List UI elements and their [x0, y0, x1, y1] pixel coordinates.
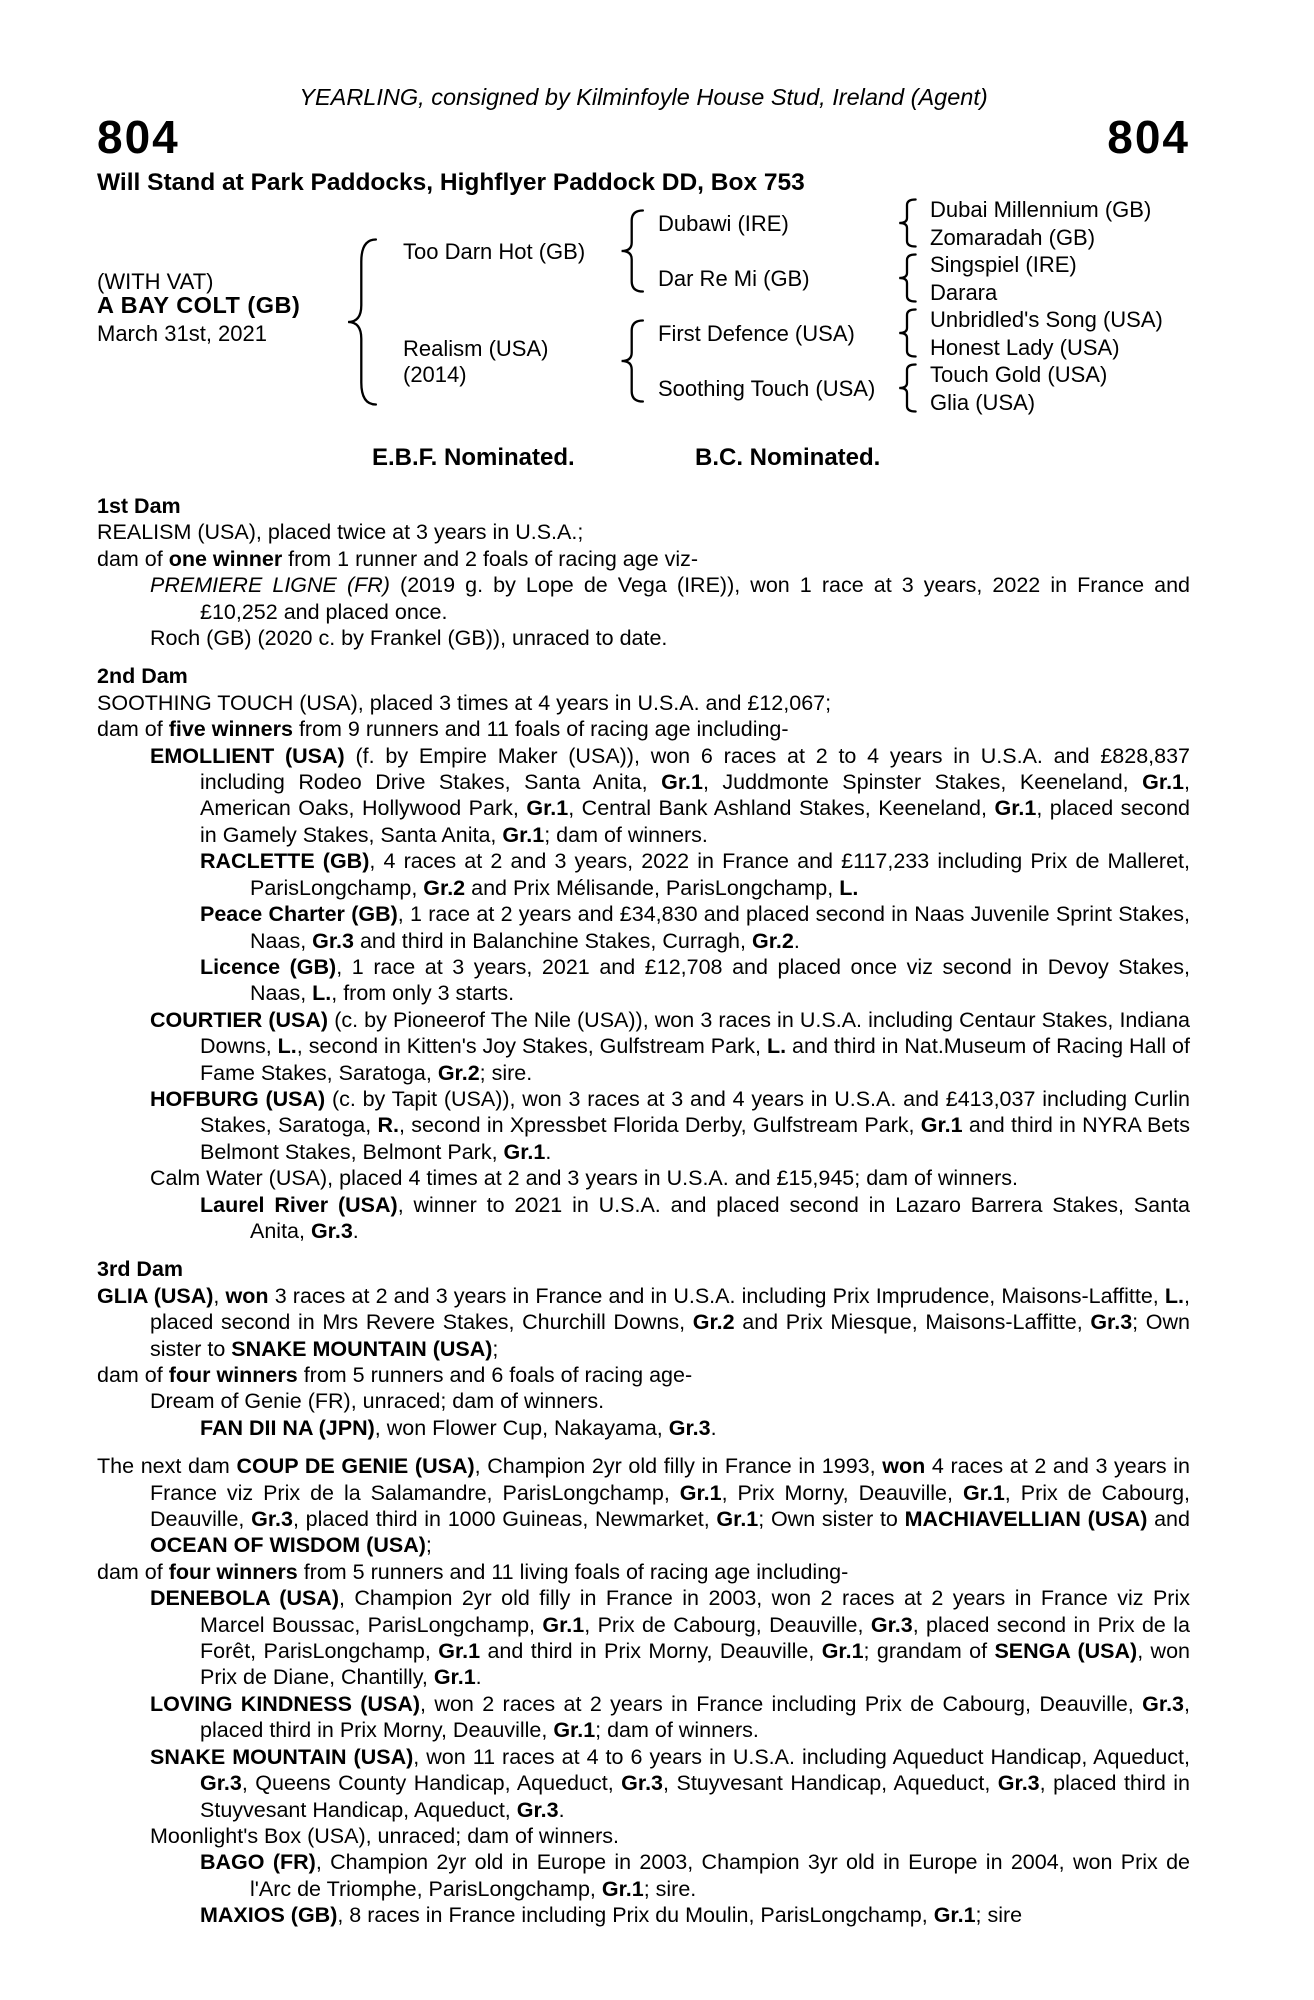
emphasized-name-or-grade: Gr.1 — [503, 1139, 546, 1164]
record-text: , Stuyvesant Handicap, Aqueduct, — [663, 1771, 998, 1796]
produce-record — [150, 1823, 1190, 1849]
produce-record — [150, 1388, 1190, 1414]
emphasized-name-or-grade: Gr.1 — [542, 1612, 585, 1637]
emphasized-name-or-grade: DENEBOLA (USA) — [150, 1586, 339, 1611]
emphasized-name-or-grade: L. — [312, 981, 332, 1006]
emphasized-name-or-grade: Gr.1 — [821, 1639, 864, 1664]
record-text: from 5 runners and 11 living foals of racing age including- — [297, 1559, 849, 1584]
produce-record — [150, 1165, 1190, 1191]
emphasized-name-or-grade: MACHIAVELLIAN (USA) — [904, 1507, 1148, 1532]
record-text: , 1 race at 3 years, 2021 and £12,708 and placed once viz second in Devoy Stakes, Naas, — [250, 954, 1190, 1006]
sire-sire-dam-name: Zomaradah (GB) — [930, 225, 1096, 250]
emphasized-name-or-grade: OCEAN OF WISDOM (USA) — [150, 1533, 426, 1558]
record-text: (2019 g. by Lope de Vega (IRE)), won 1 race at 3 years, 2022 in France and £10,252 and placed once. — [200, 573, 1191, 624]
emphasized-name-or-grade: FAN DII NA (JPN) — [200, 1415, 375, 1440]
dam-dam-name: Soothing Touch (USA) — [658, 376, 876, 401]
emphasized-name-or-grade: four winners — [168, 1363, 298, 1387]
ebf-nomination: E.B.F. Nominated. — [372, 444, 575, 471]
produce-record — [97, 546, 1190, 572]
record-text: , — [213, 1283, 226, 1308]
produce-record — [97, 1559, 1190, 1585]
emphasized-name-or-grade: EMOLLIENT (USA) — [150, 743, 345, 768]
record-text: , placed second in Mrs Revere Stakes, Churchill Downs, — [150, 1283, 1191, 1335]
pedigree-brace — [898, 253, 918, 308]
emphasized-name-or-grade: Gr.3 — [1142, 1691, 1185, 1716]
emphasized-name-or-grade: Gr.1 — [716, 1507, 759, 1532]
dam-sire-name: First Defence (USA) — [658, 321, 855, 346]
emphasized-name-or-grade: Gr.3 — [621, 1771, 664, 1796]
record-text: , won Flower Cup, Nakayama, — [374, 1415, 669, 1440]
record-text: The next dam — [97, 1454, 237, 1479]
emphasized-name-or-grade: BAGO (FR) — [200, 1850, 316, 1875]
sire-dam-dam-name: Darara — [930, 280, 998, 305]
lot-number-left: 804 — [97, 111, 180, 163]
record-text: , second in Xpressbet Florida Derby, Gulfstream Park, — [398, 1113, 921, 1138]
produce-record — [200, 1849, 1191, 1902]
record-text: and third in Nat.Museum of Racing Hall of Fame Stakes, Saratoga, — [200, 1034, 1190, 1085]
pedigree-brace — [898, 198, 918, 253]
emphasized-name-or-grade: MAXIOS (GB) — [200, 1903, 338, 1928]
dam-dam-dam-name: Glia (USA) — [930, 390, 1036, 415]
emphasized-name-or-grade: Gr.1 — [502, 822, 545, 847]
animal-description: A BAY COLT (GB) — [97, 292, 301, 318]
produce-record — [97, 1362, 1190, 1388]
record-text: and third in Balanchine Stakes, Curragh, — [353, 928, 752, 953]
emphasized-name-or-grade: Gr.1 — [661, 770, 703, 795]
emphasized-name-or-grade: Gr.3 — [516, 1797, 559, 1822]
emphasized-name-or-grade: L. — [766, 1034, 787, 1059]
record-text: Dream of Genie (FR), unraced; dam of winners. — [150, 1389, 605, 1414]
record-text: Roch (GB) (2020 c. by Frankel (GB)), unraced to date. — [150, 626, 668, 651]
record-text: . — [475, 1665, 482, 1690]
emphasized-name-or-grade: COURTIER (USA) — [150, 1007, 329, 1032]
emphasized-name-or-grade: LOVING KINDNESS (USA) — [150, 1691, 421, 1716]
record-text: . — [545, 1139, 552, 1164]
emphasized-name-or-grade: Gr.2 — [751, 928, 794, 953]
emphasized-name-or-grade: Gr.1 — [933, 1903, 976, 1928]
italic-name: PREMIERE LIGNE (FR) — [150, 573, 390, 598]
emphasized-name-or-grade: Gr.3 — [251, 1507, 293, 1532]
record-text: , 8 races in France including Prix du Moulin, ParisLongchamp, — [337, 1903, 934, 1928]
produce-record — [97, 690, 1190, 716]
produce-record — [150, 1007, 1190, 1086]
record-text: (c. by Pioneerof The Nile (USA)), won 3 races in U.S.A. including Centaur Stakes, Indiana Downs, — [200, 1007, 1190, 1059]
emphasized-name-or-grade: L. — [1164, 1283, 1185, 1308]
record-text: SOOTHING TOUCH (USA), placed 3 times at 4 years in U.S.A. and £12,067; — [97, 690, 832, 715]
record-text: , won 2 races at 2 years in France including Prix de Cabourg, Deauville, — [420, 1691, 1143, 1716]
record-text: . — [352, 1218, 359, 1243]
dam-section-heading: 2nd Dam — [97, 664, 188, 689]
emphasized-name-or-grade: SENGA (USA) — [994, 1639, 1138, 1664]
record-text: , Prix Morny, Deauville, — [721, 1480, 963, 1505]
emphasized-name-or-grade: Gr.1 — [526, 796, 569, 821]
record-text: 3 races at 2 and 3 years in France and in U.S.A. including Prix Imprudence, Maisons-Laffitte, — [268, 1283, 1165, 1308]
emphasized-name-or-grade: won — [882, 1454, 926, 1479]
record-text: , placed second in Gamely Stakes, Santa Anita, — [200, 796, 1190, 847]
record-text: , placed third in Stuyvesant Handicap, Aqueduct, — [200, 1771, 1191, 1822]
record-text: , Juddmonte Spinster Stakes, Keeneland, — [702, 770, 1143, 795]
dam-sire-sire-name: Unbridled's Song (USA) — [930, 307, 1163, 332]
produce-record — [150, 572, 1191, 625]
foaling-date: March 31st, 2021 — [97, 321, 267, 346]
emphasized-name-or-grade: Gr.1 — [438, 1639, 481, 1664]
produce-record — [150, 625, 1190, 651]
produce-record — [200, 954, 1190, 1007]
emphasized-name-or-grade: HOFBURG (USA) — [150, 1086, 326, 1111]
record-text: Calm Water (USA), placed 4 times at 2 and 3 years in U.S.A. and £15,945; dam of winners. — [150, 1166, 1018, 1191]
record-text: dam of — [97, 546, 169, 571]
emphasized-name-or-grade: Gr.1 — [994, 796, 1037, 821]
produce-record — [97, 1453, 1191, 1559]
emphasized-name-or-grade: Gr.3 — [310, 1218, 353, 1243]
produce-record — [150, 743, 1190, 849]
emphasized-name-or-grade: Laurel River (USA) — [200, 1192, 398, 1217]
record-text: dam of — [97, 717, 169, 742]
sire-name: Too Darn Hot (GB) — [403, 239, 586, 264]
produce-record — [200, 848, 1190, 901]
record-text: , Champion 2yr old filly in France in 2003, won 2 races at 2 years in France viz Prix Marcel Boussac, ParisLongchamp, — [200, 1586, 1190, 1637]
record-text: , 1 race at 2 years and £34,830 and placed second in Naas Juvenile Sprint Stakes, Naas, — [250, 902, 1190, 953]
emphasized-name-or-grade: won — [225, 1283, 269, 1308]
vat-note: (WITH VAT) — [97, 269, 214, 294]
emphasized-name-or-grade: Peace Charter (GB) — [200, 902, 398, 927]
record-text: from 1 runner and 2 foals of racing age viz- — [282, 546, 699, 571]
emphasized-name-or-grade: Gr.1 — [920, 1113, 963, 1138]
emphasized-name-or-grade: one winner — [168, 546, 283, 571]
emphasized-name-or-grade: Gr.1 — [962, 1480, 1005, 1505]
record-text: . — [793, 928, 800, 953]
record-text: and third in NYRA Bets Belmont Stakes, Belmont Park, — [200, 1113, 1190, 1164]
record-text: , 4 races at 2 and 3 years, 2022 in France and £117,233 including Prix de Malleret, ParisLongchamp, — [250, 849, 1190, 900]
dam-sire-dam-name: Honest Lady (USA) — [930, 335, 1120, 360]
record-text: , Champion 2yr old in Europe in 2003, Champion 3yr old in Europe in 2004, won Prix de l'Arc de Triomphe, ParisLongchamp, — [250, 1850, 1191, 1901]
record-text: . — [558, 1797, 565, 1822]
emphasized-name-or-grade: Gr.1 — [1142, 770, 1185, 795]
emphasized-name-or-grade: four winners — [168, 1559, 298, 1584]
produce-record — [200, 1192, 1190, 1245]
record-text: , won 11 races at 4 to 6 years in U.S.A. including Aqueduct Handicap, Aqueduct, — [413, 1744, 1190, 1769]
record-text: dam of — [97, 1363, 169, 1387]
produce-record — [97, 1283, 1191, 1362]
emphasized-name-or-grade: RACLETTE (GB) — [200, 849, 370, 874]
produce-record — [97, 519, 1190, 545]
emphasized-name-or-grade: Gr.1 — [553, 1718, 596, 1743]
produce-record — [200, 1902, 1190, 1928]
emphasized-name-or-grade: L. — [277, 1034, 297, 1059]
produce-record — [150, 1744, 1191, 1823]
sire-dam-name: Dar Re Mi (GB) — [658, 266, 810, 291]
produce-record — [97, 716, 1190, 742]
record-text: , from only 3 starts. — [331, 981, 515, 1006]
emphasized-name-or-grade: Gr.2 — [423, 875, 466, 900]
record-text: , placed third in 1000 Guineas, Newmarket, — [292, 1507, 717, 1532]
emphasized-name-or-grade: Gr.2 — [692, 1310, 735, 1335]
pedigree-brace — [898, 363, 918, 418]
emphasized-name-or-grade: SNAKE MOUNTAIN (USA) — [231, 1336, 493, 1361]
record-text: ; Own sister to — [150, 1310, 1190, 1361]
record-text: dam of — [97, 1559, 169, 1584]
emphasized-name-or-grade: Licence (GB) — [200, 954, 337, 979]
record-text: ; dam of winners. — [544, 822, 708, 847]
dam-foaling-year: (2014) — [403, 362, 467, 387]
produce-record — [150, 1585, 1190, 1691]
record-text: from 5 runners and 6 foals of racing age- — [297, 1363, 693, 1387]
record-text: ; grandam of — [863, 1639, 995, 1664]
record-text: and Prix Miesque, Maisons-Laffitte, — [734, 1310, 1091, 1335]
record-text: , American Oaks, Hollywood Park, — [200, 770, 1190, 821]
record-text: (c. by Tapit (USA)), won 3 races at 3 and 4 years in U.S.A. and £413,037 including Curlin Stakes, Saratoga, — [200, 1086, 1190, 1138]
emphasized-name-or-grade: Gr.3 — [997, 1771, 1040, 1796]
emphasized-name-or-grade: Gr.1 — [433, 1665, 476, 1690]
record-text: , winner to 2021 in U.S.A. and placed second in Lazaro Barrera Stakes, Santa Anita, — [250, 1192, 1190, 1243]
emphasized-name-or-grade: Gr.3 — [668, 1415, 711, 1440]
record-text: (f. by Empire Maker (USA)), won 6 races at 2 to 4 years in U.S.A. and £828,837 including Rodeo Drive Stakes, Santa Anita, — [200, 743, 1190, 795]
record-text: ; — [492, 1336, 499, 1361]
record-text: and — [1147, 1507, 1190, 1532]
record-text: Moonlight's Box (USA), unraced; dam of winners. — [150, 1823, 619, 1848]
record-text: , Prix de Cabourg, Deauville, — [584, 1612, 871, 1637]
emphasized-name-or-grade: COUP DE GENIE (USA) — [236, 1454, 475, 1479]
emphasized-name-or-grade: Gr.1 — [679, 1480, 722, 1505]
emphasized-name-or-grade: Gr.3 — [200, 1771, 242, 1796]
produce-text — [0, 493, 1314, 1929]
emphasized-name-or-grade: Gr.2 — [437, 1060, 480, 1085]
sire-sire-sire-name: Dubai Millennium (GB) — [930, 197, 1152, 222]
record-text: and third in Prix Morny, Deauville, — [480, 1639, 822, 1664]
produce-record — [200, 1415, 1190, 1441]
record-text: ; sire. — [643, 1876, 697, 1901]
pedigree-brace — [898, 308, 918, 363]
emphasized-name-or-grade: five winners — [168, 717, 293, 742]
produce-record — [200, 901, 1190, 954]
record-text: . — [710, 1415, 717, 1440]
sire-dam-sire-name: Singspiel (IRE) — [930, 252, 1077, 277]
record-text: 4 races at 2 and 3 years in France viz Prix de la Salamandre, ParisLongchamp, — [150, 1454, 1191, 1505]
emphasized-name-or-grade: L. — [839, 875, 859, 900]
pedigree-brace — [346, 238, 380, 411]
dam-section-heading: 3rd Dam — [97, 1257, 184, 1282]
record-text: , Champion 2yr old filly in France in 1993, — [474, 1454, 883, 1479]
dam-dam-sire-name: Touch Gold (USA) — [930, 362, 1108, 387]
record-text: from 9 runners and 11 foals of racing age including- — [292, 717, 789, 742]
emphasized-name-or-grade: Gr.3 — [1090, 1310, 1133, 1335]
record-text: , Prix de Cabourg, Deauville, — [150, 1480, 1191, 1532]
stand-location-line: Will Stand at Park Paddocks, Highflyer Paddock DD, Box 753 — [97, 169, 805, 196]
record-text: , second in Kitten's Joy Stakes, Gulfstream Park, — [296, 1034, 767, 1059]
lot-number-right: 804 — [1107, 111, 1190, 163]
sire-sire-name: Dubawi (IRE) — [658, 211, 789, 236]
dam-name: Realism (USA) — [403, 336, 549, 361]
record-text: ; dam of winners. — [595, 1718, 759, 1743]
pedigree-brace — [620, 319, 646, 408]
record-text: ; Own sister to — [758, 1507, 905, 1532]
dam-section-heading: 1st Dam — [97, 494, 181, 518]
produce-record — [150, 1086, 1190, 1165]
produce-record — [150, 1691, 1190, 1744]
record-text: , placed third in Prix Morny, Deauville, — [200, 1691, 1190, 1743]
emphasized-name-or-grade: SNAKE MOUNTAIN (USA) — [150, 1744, 414, 1769]
bc-nomination: B.C. Nominated. — [695, 444, 881, 471]
record-text: REALISM (USA), placed twice at 3 years in U.S.A.; — [97, 520, 584, 545]
pedigree-brace — [620, 209, 646, 298]
record-text: , Central Bank Ashland Stakes, Keeneland, — [568, 796, 995, 821]
record-text: , placed second in Prix de la Forêt, ParisLongchamp, — [200, 1612, 1190, 1664]
emphasized-name-or-grade: GLIA (USA) — [97, 1283, 214, 1308]
record-text: ; sire. — [479, 1060, 533, 1085]
emphasized-name-or-grade: R. — [377, 1113, 399, 1138]
emphasized-name-or-grade: Gr.3 — [870, 1612, 913, 1637]
record-text: , won Prix de Diane, Chantilly, — [200, 1639, 1190, 1690]
emphasized-name-or-grade: Gr.1 — [601, 1876, 644, 1901]
consignor-line: YEARLING, consigned by Kilminfoyle House Stud, Ireland (Agent) — [299, 84, 988, 110]
record-text: ; — [425, 1533, 432, 1558]
record-text: , Queens County Handicap, Aqueduct, — [241, 1771, 622, 1796]
record-text: ; sire — [975, 1903, 1023, 1928]
emphasized-name-or-grade: Gr.3 — [312, 928, 354, 953]
record-text: and Prix Mélisande, ParisLongchamp, — [465, 875, 840, 900]
